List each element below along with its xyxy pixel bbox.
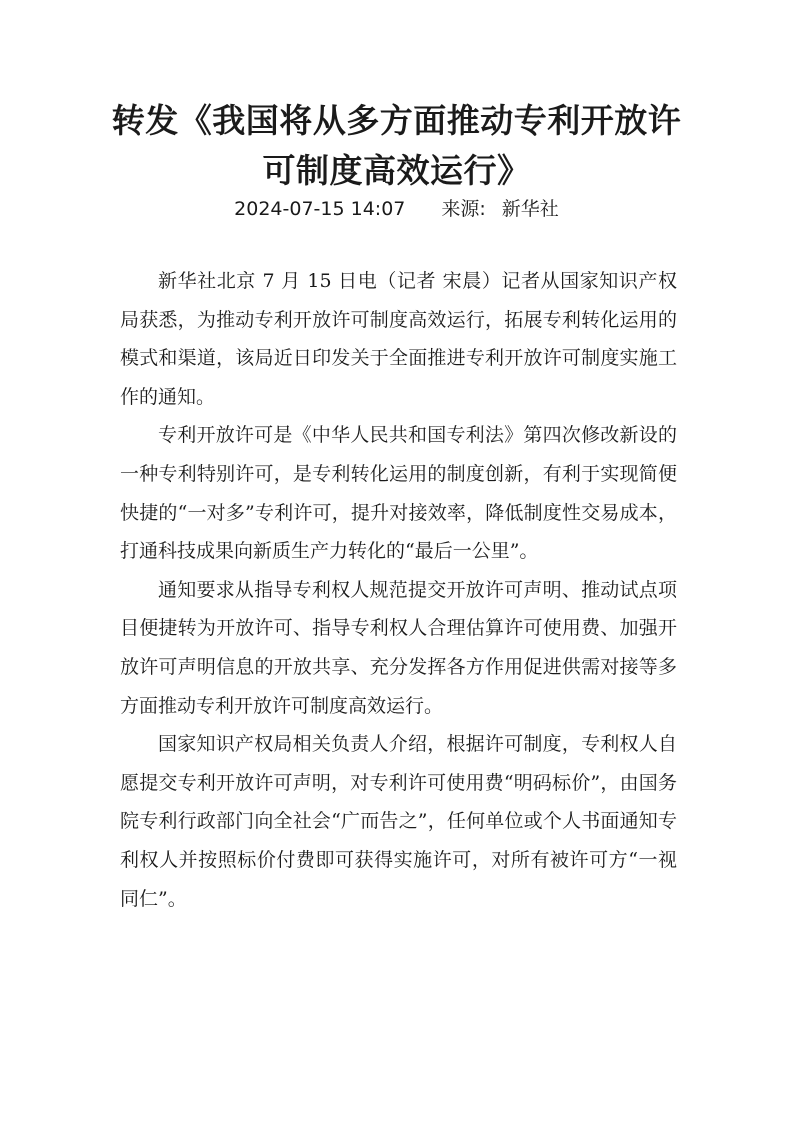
article-body [120,262,677,918]
publish-date: 2024-07-15 14:07 [234,198,406,220]
paragraph: 国家知识产权局相关负责人介绍，根据许可制度，专利权人自愿提交专利开放许可声明，对专利许可使用费“明码标价”，由国务院专利行政部门向全社会“广而告之”，任何单位或个人书面通知专利权人并按照标价付费即可获得实施许可，对所有被许可方“一视同仁”。 [120,733,677,910]
source-value: 新华社 [501,198,559,220]
paragraph: 专利开放许可是《中华人民共和国专利法》第四次修改新设的一种专利特别许可，是专利转化运用的制度创新，有利于实现简便快捷的“一对多”专利许可，提升对接效率，降低制度性交易成本，打通科技成果向新质生产力转化的“最后一公里”。 [120,424,677,563]
paragraph: 通知要求从指导专利权人规范提交开放许可声明、推动试点项目便捷转为开放许可、指导专利权人合理估算许可使用费、加强开放许可声明信息的开放共享、充分发挥各方作用促进供需对接等多方面推动专利开放许可制度高效运行。 [120,578,677,717]
article-meta [0,194,793,224]
source-label: 来源: [441,198,486,220]
article-title: 转发《我国将从多方面推动专利开放许可制度高效运行》 [111,101,682,190]
paragraph: 新华社北京 7 月 15 日电（记者 宋晨）记者从国家知识产权局获悉，为推动专利开放许可制度高效运行，拓展专利转化运用的模式和渠道，该局近日印发关于全面推进专利开放许可制度实施工作的通知。 [120,270,677,408]
